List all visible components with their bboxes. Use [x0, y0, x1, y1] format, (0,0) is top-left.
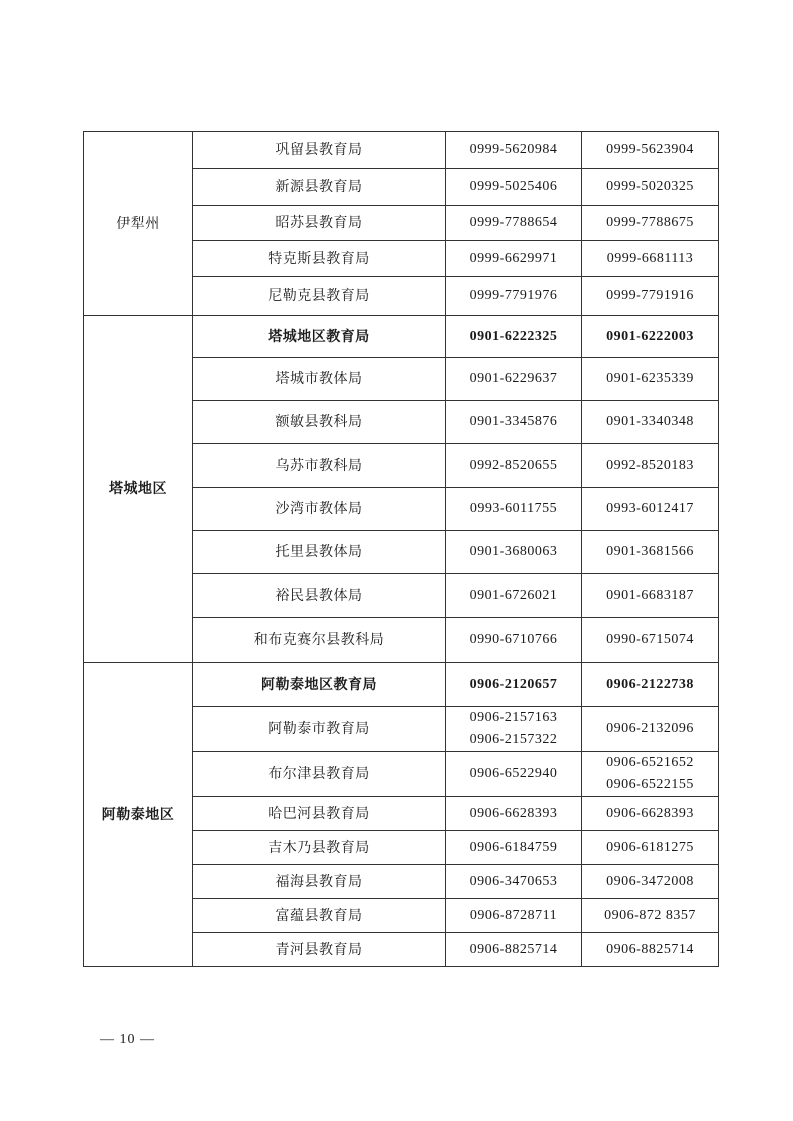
agency-name-cell: 吉木乃县教育局	[193, 831, 446, 865]
phone-cell-secondary	[582, 444, 719, 488]
agency-name-cell: 托里县教体局	[193, 531, 446, 574]
phone-number: 0906-8728711	[469, 907, 558, 923]
phone-number: 0906-6522155	[606, 777, 694, 792]
phone-number: 0999-7788654	[469, 215, 558, 230]
phone-number: 0906-6522940	[469, 766, 558, 781]
agency-name-cell: 尼勒克县教育局	[193, 277, 446, 316]
phone-number: 0999-6681113	[606, 250, 694, 266]
table-row	[84, 663, 719, 707]
phone-cell-primary	[446, 488, 582, 531]
phone-cell-primary	[446, 277, 582, 316]
phone-number: 0906-6628393	[469, 805, 558, 821]
phone-number: 0993-6012417	[606, 501, 694, 516]
phone-cell-secondary	[582, 933, 719, 967]
phone-number: 0906-2120657	[469, 676, 558, 692]
phone-number: 0906-2132096	[606, 721, 694, 736]
phone-cell-primary	[446, 752, 582, 797]
phone-cell-primary	[446, 401, 582, 444]
phone-number: 0999-5620984	[469, 142, 558, 157]
phone-cell-secondary	[582, 206, 719, 241]
phone-number: 0901-3680063	[469, 544, 558, 559]
agency-name-cell: 额敏县教科局	[193, 401, 446, 444]
phone-number: 0999-5020325	[606, 179, 694, 194]
agency-name-cell: 新源县教育局	[193, 169, 446, 206]
agency-name-cell: 沙湾市教体局	[193, 488, 446, 531]
phone-cell-secondary	[582, 574, 719, 618]
phone-cell-primary	[446, 531, 582, 574]
phone-number: 0999-7791976	[469, 288, 558, 303]
agency-name-cell: 塔城地区教育局	[193, 316, 446, 358]
phone-number: 0999-5025406	[469, 179, 558, 194]
phone-cell-primary	[446, 169, 582, 206]
phone-number: 0906-872 8357	[604, 907, 696, 923]
phone-cell-secondary	[582, 531, 719, 574]
phone-cell-primary	[446, 899, 582, 933]
phone-cell-primary	[446, 444, 582, 488]
phone-number: 0906-2157163	[469, 710, 558, 725]
phone-cell-secondary	[582, 277, 719, 316]
table-body	[84, 132, 719, 967]
agency-name-cell: 富蕴县教育局	[193, 899, 446, 933]
phone-number: 0901-3340348	[606, 414, 694, 429]
phone-number: 0999-5623904	[606, 142, 694, 157]
agency-name-cell: 和布克赛尔县教科局	[193, 618, 446, 663]
phone-cell-secondary	[582, 316, 719, 358]
phone-number: 0992-8520655	[469, 457, 558, 473]
phone-number: 0993-6011755	[469, 501, 558, 516]
phone-cell-secondary	[582, 241, 719, 277]
phone-cell-primary	[446, 316, 582, 358]
phone-cell-secondary	[582, 663, 719, 707]
agency-name-cell: 布尔津县教育局	[193, 752, 446, 797]
phone-cell-primary	[446, 206, 582, 241]
table-row	[84, 316, 719, 358]
phone-cell-secondary	[582, 132, 719, 169]
agency-name-cell: 昭苏县教育局	[193, 206, 446, 241]
agency-name-cell: 乌苏市教科局	[193, 444, 446, 488]
phone-cell-primary	[446, 865, 582, 899]
phone-cell-primary	[446, 797, 582, 831]
phone-cell-primary	[446, 663, 582, 707]
phone-number: 0906-2122738	[606, 676, 694, 692]
phone-number: 0906-3470653	[469, 873, 558, 889]
phone-number: 0999-7788675	[606, 215, 694, 230]
phone-number: 0906-2157322	[469, 732, 558, 747]
agency-name-cell: 裕民县教体局	[193, 574, 446, 618]
phone-cell-primary	[446, 933, 582, 967]
phone-number: 0999-7791916	[606, 288, 694, 303]
agency-name-cell: 阿勒泰地区教育局	[193, 663, 446, 707]
region-cell: 塔城地区	[84, 316, 193, 663]
phone-number: 0901-6229637	[469, 371, 558, 386]
phone-cell-primary	[446, 358, 582, 401]
agency-name-cell: 塔城市教体局	[193, 358, 446, 401]
phone-number: 0901-6235339	[606, 371, 694, 386]
phone-number: 0992-8520183	[606, 457, 694, 473]
phone-number: 0990-6710766	[469, 632, 558, 647]
agency-name-cell: 青河县教育局	[193, 933, 446, 967]
phone-cell-secondary	[582, 899, 719, 933]
contact-directory-table	[83, 131, 719, 967]
agency-name-cell: 巩留县教育局	[193, 132, 446, 169]
phone-cell-primary	[446, 574, 582, 618]
phone-number: 0901-3681566	[606, 544, 694, 559]
phone-number: 0906-8825714	[606, 941, 694, 957]
phone-number: 0999-6629971	[469, 250, 558, 266]
agency-name-cell: 特克斯县教育局	[193, 241, 446, 277]
phone-cell-primary	[446, 132, 582, 169]
phone-cell-primary	[446, 241, 582, 277]
phone-cell-secondary	[582, 752, 719, 797]
phone-number: 0901-6222325	[469, 328, 558, 344]
phone-cell-secondary	[582, 488, 719, 531]
phone-number: 0901-6683187	[606, 587, 694, 603]
phone-number: 0906-6184759	[469, 839, 558, 855]
agency-name-cell: 福海县教育局	[193, 865, 446, 899]
phone-cell-primary	[446, 707, 582, 752]
phone-cell-primary	[446, 618, 582, 663]
phone-cell-secondary	[582, 401, 719, 444]
phone-number: 0906-6521652	[606, 755, 694, 770]
phone-cell-secondary	[582, 707, 719, 752]
phone-number: 0906-8825714	[469, 941, 558, 957]
phone-number: 0901-6726021	[469, 587, 558, 603]
phone-number: 0906-6628393	[606, 805, 694, 821]
phone-cell-secondary	[582, 358, 719, 401]
agency-name-cell: 哈巴河县教育局	[193, 797, 446, 831]
phone-cell-secondary	[582, 169, 719, 206]
phone-cell-primary	[446, 831, 582, 865]
phone-cell-secondary	[582, 797, 719, 831]
phone-cell-secondary	[582, 618, 719, 663]
phone-cell-secondary	[582, 865, 719, 899]
phone-number: 0906-3472008	[606, 873, 694, 889]
phone-number: 0901-3345876	[469, 414, 558, 429]
phone-number: 0901-6222003	[606, 328, 694, 344]
phone-cell-secondary	[582, 831, 719, 865]
page-number: — 10 —	[100, 1032, 155, 1047]
table-row	[84, 132, 719, 169]
region-cell: 伊犁州	[84, 132, 193, 316]
phone-number: 0906-6181275	[606, 839, 694, 855]
phone-number: 0990-6715074	[606, 632, 694, 647]
agency-name-cell: 阿勒泰市教育局	[193, 707, 446, 752]
region-cell: 阿勒泰地区	[84, 663, 193, 967]
